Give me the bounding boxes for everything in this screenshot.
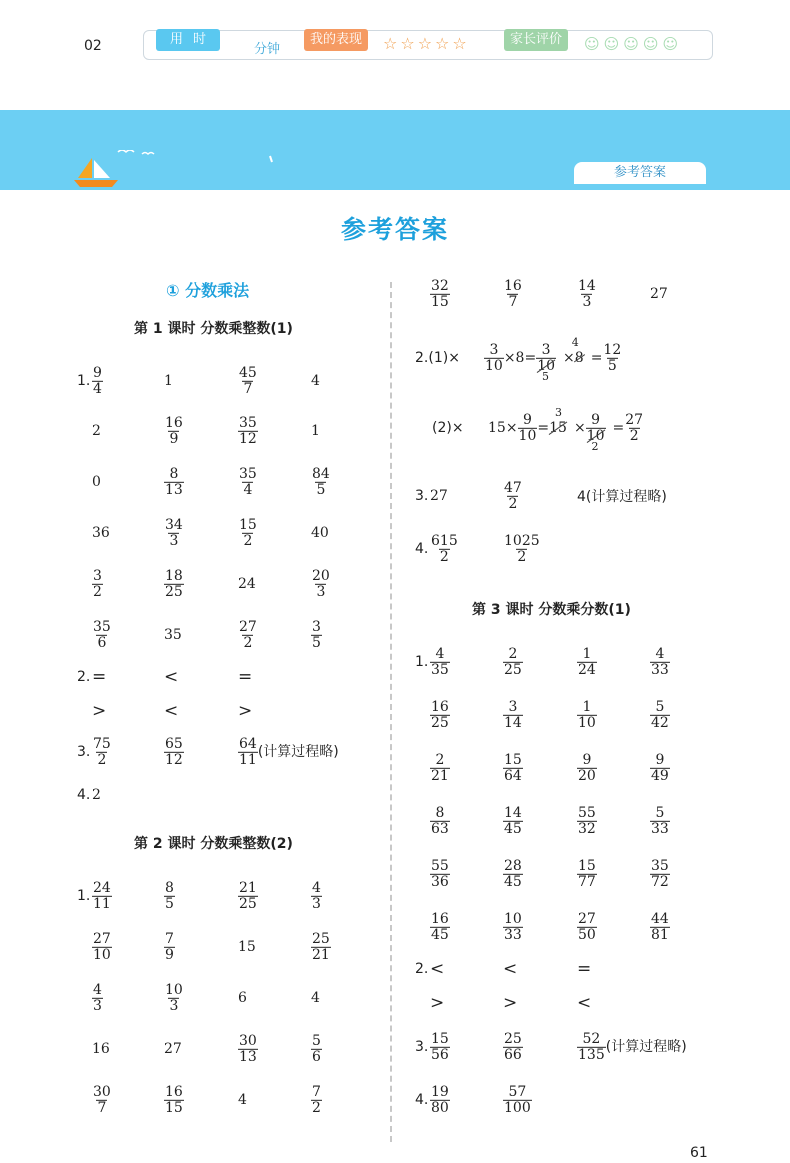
answer-cell: 36	[92, 525, 110, 541]
answer-cell: $\frac{4}{3}$	[312, 879, 321, 912]
answer-cell: $\frac{24}{11}$	[93, 879, 111, 912]
compare-sign: <	[164, 701, 179, 721]
answer-cell: $\frac{25}{21}$	[312, 930, 330, 963]
answer-cell: $\frac{44}{81}$	[651, 910, 669, 943]
page-number-top: 02	[84, 38, 102, 54]
answer-cell: $\frac{55}{36}$	[431, 857, 449, 890]
q2-1-work: $\frac{3}{10}$ ×8= $\frac{3}{10}$ $_5\times 8^4=$ $\frac{12}{5}$	[485, 336, 622, 383]
answer-cell: 4	[238, 1092, 247, 1108]
q-label: 1.	[415, 654, 429, 670]
lesson-3-title: 第 3 课时 分数乘分数(1)	[472, 602, 631, 618]
answer-cell: $\frac{3}{5}$	[312, 618, 321, 651]
answer-cell: $\frac{4}{3}$	[93, 981, 102, 1014]
answer-cell: $\frac{16}{15}$	[165, 1083, 183, 1116]
answer-cell: $\frac{8}{13}$	[165, 465, 183, 498]
q-label: 4.	[415, 1092, 429, 1108]
answer-cell: 2	[92, 423, 101, 439]
answer-cell: $\frac{16}{9}$	[165, 414, 183, 447]
time-tag: 用时	[156, 29, 220, 51]
answer-cell: $\frac{34}{3}$	[165, 516, 183, 549]
answer-cell: 24	[238, 576, 256, 592]
answer-cell: 4	[311, 990, 320, 1006]
answer-cell: $\frac{10}{3}$	[165, 981, 183, 1014]
answer-cell: $\frac{15}{56}$	[431, 1030, 449, 1063]
answer-cell: $\frac{8}{63}$	[431, 804, 449, 837]
compare-sign: =	[238, 667, 253, 687]
q-label: 1.	[77, 888, 91, 904]
answer-cell: $\frac{15}{77}$	[578, 857, 596, 890]
answer-cell: $\frac{19}{80}$	[431, 1083, 449, 1116]
answer-cell: $\frac{15}{2}$	[239, 516, 257, 549]
answer-cell: $\frac{5}{6}$	[312, 1032, 321, 1065]
answer-cell: $\frac{7}{2}$	[312, 1083, 321, 1116]
q2-1-label: 2.(1)×	[415, 350, 460, 366]
answer-cell: $\frac{5}{42}$	[651, 698, 669, 731]
answer-cell: $\frac{14}{3}$	[578, 277, 596, 310]
answer-cell: $\frac{3}{2}$	[93, 567, 102, 600]
answer-tab: 参考答案	[574, 162, 706, 184]
compare-sign: =	[577, 959, 592, 979]
page-number-bottom: 61	[690, 1145, 708, 1161]
answer-cell: $\frac{3}{14}$	[504, 698, 522, 731]
q-label: 2.	[77, 669, 91, 685]
answer-cell: $\frac{84}{5}$	[312, 465, 330, 498]
answer-cell: $\frac{35}{72}$	[651, 857, 669, 890]
q2-2-result-den: 2	[629, 427, 639, 444]
answer-cell: $\frac{55}{32}$	[578, 804, 596, 837]
answer-cell: $\frac{7}{9}$	[165, 930, 174, 963]
answer-cell: $\frac{16}{7}$	[504, 277, 522, 310]
answer-cell: $\frac{14}{45}$	[504, 804, 522, 837]
answer-cell: 27	[650, 286, 668, 302]
answer-cell: $\frac{47}{2}$	[504, 479, 522, 512]
answer-cell: $\frac{8}{5}$	[165, 879, 174, 912]
answer-cell: $\frac{4}{35}$	[431, 645, 449, 678]
answer-cell: $\frac{16}{45}$	[431, 910, 449, 943]
answer-cell: $\frac{27}{2}$	[239, 618, 257, 651]
performance-tag: 我的表现	[304, 29, 368, 51]
answer-cell: 27	[430, 488, 448, 504]
q2-2-result-num: 27	[625, 411, 644, 428]
answer-cell: 1	[311, 423, 320, 439]
answer-cell: $\frac{30}{7}$	[93, 1083, 111, 1116]
answer-cell: $\frac{35}{4}$	[239, 465, 257, 498]
answer-cell: $\frac{35}{6}$	[93, 618, 111, 651]
q-label: 4.	[415, 541, 429, 557]
answer-cell: $\frac{27}{10}$	[93, 930, 111, 963]
compare-sign: =	[92, 667, 107, 687]
compare-sign: >	[92, 701, 107, 721]
minute-label: 分钟	[254, 42, 281, 57]
compare-sign: >	[430, 993, 445, 1013]
answer-cell: $\frac{9}{20}$	[578, 751, 596, 784]
chapter-title: ① 分数乘法	[166, 281, 250, 300]
answer-cell: $\frac{10}{33}$	[504, 910, 522, 943]
q-label: 3.	[415, 488, 429, 504]
answer-cell: 4	[311, 373, 320, 389]
compare-sign: <	[430, 959, 445, 979]
answer-cell: $\frac{27}{50}$	[578, 910, 596, 943]
answer-cell: $\frac{1025}{2}$	[504, 532, 540, 565]
answer-cell: 4(计算过程略)	[577, 489, 667, 505]
answer-cell: 1	[164, 373, 173, 389]
compare-sign: <	[164, 667, 179, 687]
q-label: 1.	[77, 373, 91, 389]
star-rating[interactable]: ☆☆☆☆☆	[383, 34, 470, 53]
answer-cell: $\frac{1}{10}$	[578, 698, 596, 731]
answer-cell: $\frac{2}{25}$	[504, 645, 522, 678]
q-label: 3.	[77, 744, 91, 760]
answer-cell: 16	[92, 1041, 110, 1057]
answer-cell: $\frac{35}{12}$	[239, 414, 257, 447]
compare-sign: <	[503, 959, 518, 979]
answer-cell: $\frac{5}{33}$	[651, 804, 669, 837]
compare-sign: >	[238, 701, 253, 721]
column-divider	[390, 282, 392, 1142]
answer-cell: 40	[311, 525, 329, 541]
q-label: 3.	[415, 1039, 429, 1055]
face-rating[interactable]: ☺☺☺☺☺	[584, 35, 683, 53]
answer-cell: $\frac{615}{2}$	[431, 532, 458, 565]
answer-cell: 15	[238, 939, 256, 955]
lesson-1-title: 第 1 课时 分数乘整数(1)	[134, 321, 293, 337]
answer-cell: 35	[164, 627, 182, 643]
answer-cell: $\frac{9}{4}$	[93, 364, 102, 397]
answer-cell: $\frac{4}{33}$	[651, 645, 669, 678]
answer-cell: $\frac{15}{64}$	[504, 751, 522, 784]
answer-cell: $\frac{1}{24}$	[578, 645, 596, 678]
answer-cell: $\frac{25}{66}$	[504, 1030, 522, 1063]
answer-cell: 6	[238, 990, 247, 1006]
answer-cell: $\frac{75}{2}$	[93, 735, 111, 768]
q2-2-work: 15× $\frac{9}{10}$ $=15^3\times$ $\frac{9}{10}$ $_2$= $\frac{27}{2}$	[488, 406, 644, 453]
answer-cell: $\frac{21}{25}$	[239, 879, 257, 912]
compare-sign: >	[503, 993, 518, 1013]
answer-cell: $\frac{30}{13}$	[239, 1032, 257, 1065]
q2-2-label: (2)×	[432, 420, 464, 436]
q-label: 4.	[77, 787, 91, 803]
q2-1-result-num: 12	[603, 341, 622, 358]
page-title: 参考答案	[340, 215, 449, 244]
answer-cell: $\frac{64}{11}$ (计算过程略)	[239, 735, 339, 768]
answer-cell: $\frac{9}{49}$	[651, 751, 669, 784]
answer-cell: $\frac{52}{135}$ (计算过程略)	[578, 1030, 687, 1063]
answer-cell: $\frac{18}{25}$	[165, 567, 183, 600]
q-label: 2.	[415, 961, 429, 977]
answer-cell: $\frac{20}{3}$	[312, 567, 330, 600]
answer-cell: $\frac{28}{45}$	[504, 857, 522, 890]
answer-cell: $\frac{32}{15}$	[431, 277, 449, 310]
lesson-2-title: 第 2 课时 分数乘整数(2)	[134, 836, 293, 852]
q2-1-result-den: 5	[607, 357, 617, 374]
answer-cell: $\frac{57}{100}$	[504, 1083, 531, 1116]
answer-cell: $\frac{16}{25}$	[431, 698, 449, 731]
sailboat-icon	[70, 150, 290, 190]
answer-cell: 2	[92, 787, 101, 803]
answer-cell: 0	[92, 474, 101, 490]
parent-eval-tag: 家长评价	[504, 29, 568, 51]
answer-cell: $\frac{45}{7}$	[239, 364, 257, 397]
answer-cell: $\frac{65}{12}$	[165, 735, 183, 768]
compare-sign: <	[577, 993, 592, 1013]
answer-cell: 27	[164, 1041, 182, 1057]
answer-cell: $\frac{2}{21}$	[431, 751, 449, 784]
